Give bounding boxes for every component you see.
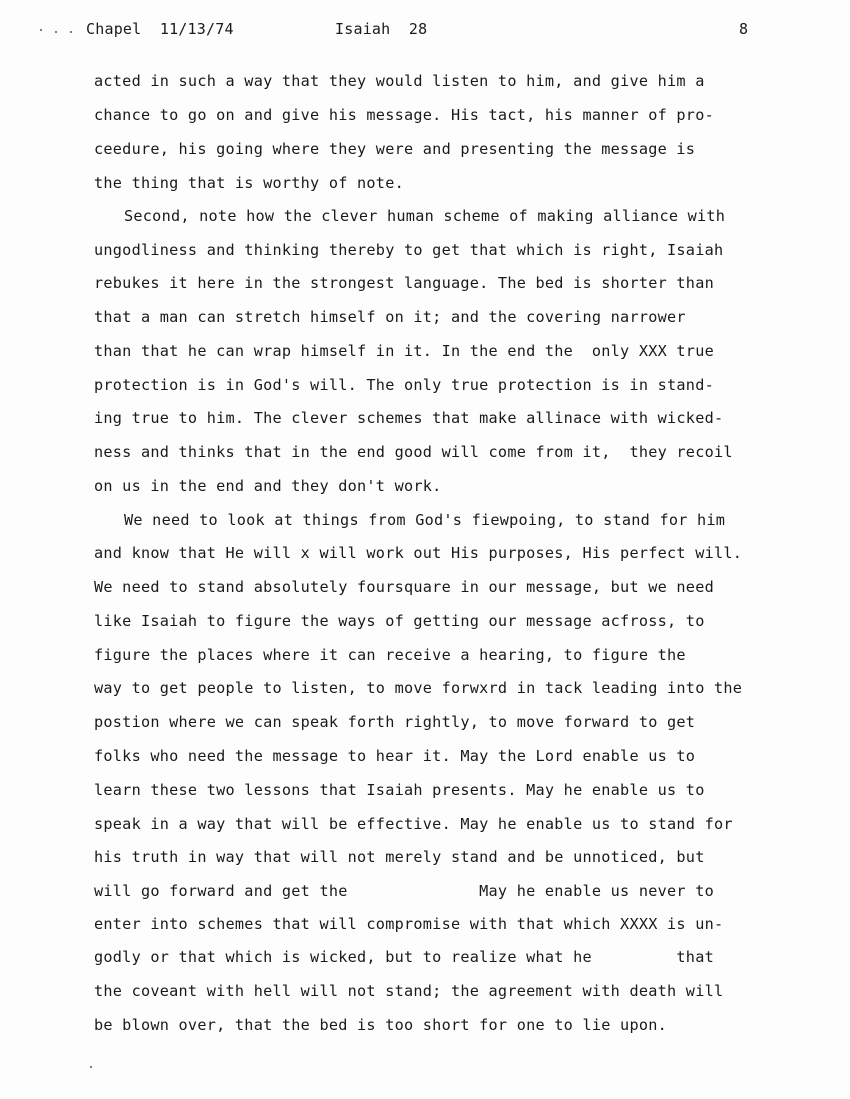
body-line: Second, note how the clever human scheme of making alliance with <box>124 207 726 225</box>
body-line: ungodliness and thinking thereby to get that which is right, Isaiah <box>94 241 724 259</box>
body-line: on us in the end and they don't work. <box>94 477 442 495</box>
body-line: his truth in way that will not merely stand and be unnoticed, but <box>94 848 705 866</box>
body-line: and know that He will x will work out His purposes, His perfect will. <box>94 544 743 562</box>
body-line: like Isaiah to figure the ways of getting our message acfross, to <box>94 612 705 630</box>
body-line: We need to stand absolutely foursquare in our message, but we need <box>94 578 714 596</box>
body-line: godly or that which is wicked, but to realize what he that <box>94 948 714 966</box>
body-line: postion where we can speak forth rightly, to move forward to get <box>94 713 696 731</box>
body-line: protection is in God's will. The only true protection is in stand- <box>94 376 714 394</box>
body-line: We need to look at things from God's fiewpoing, to stand for him <box>124 511 726 529</box>
body-line: rebukes it here in the strongest language. The bed is shorter than <box>94 274 714 292</box>
body-line: will go forward and get the May he enable us never to <box>94 882 714 900</box>
body-line: ceedure, his going where they were and presenting the message is <box>94 140 696 158</box>
header-passage: Isaiah 28 <box>335 20 428 38</box>
body-line: enter into schemes that will compromise with that which XXXX is un- <box>94 915 724 933</box>
body-line: speak in a way that will be effective. May he enable us to stand for <box>94 815 733 833</box>
body-line: learn these two lessons that Isaiah presents. May he enable us to <box>94 781 705 799</box>
body-line: be blown over, that the bed is too short for one to lie upon. <box>94 1016 668 1034</box>
body-line: the thing that is worthy of note. <box>94 174 404 192</box>
body-line: way to get people to listen, to move forwxrd in tack leading into the <box>94 679 743 697</box>
body-line: figure the places where it can receive a hearing, to figure the <box>94 646 686 664</box>
body-line: folks who need the message to hear it. May the Lord enable us to <box>94 747 696 765</box>
body-line: than that he can wrap himself in it. In the end the only XXX true <box>94 342 714 360</box>
body-line: the coveant with hell will not stand; the agreement with death will <box>94 982 724 1000</box>
body-line: that a man can stretch himself on it; and the covering narrower <box>94 308 686 326</box>
page-number: 8 <box>739 20 749 38</box>
body-line: ness and thinks that in the end good will come from it, they recoil <box>94 443 733 461</box>
body-line: chance to go on and give his message. His tact, his manner of pro- <box>94 106 714 124</box>
body-line: acted in such a way that they would listen to him, and give him a <box>94 72 705 90</box>
header-chapel-date: Chapel 11/13/74 <box>86 20 234 38</box>
body-line: ing true to him. The clever schemes that make allinace with wicked- <box>94 409 724 427</box>
